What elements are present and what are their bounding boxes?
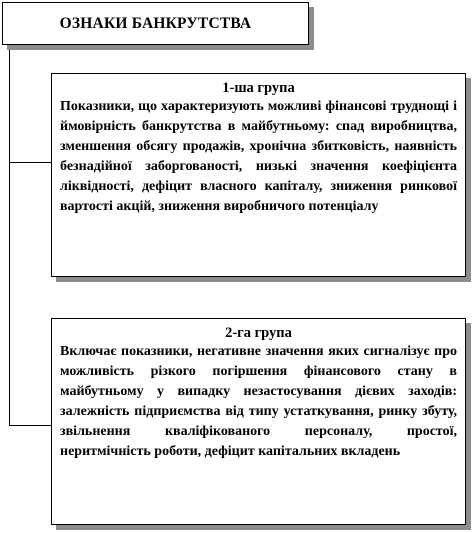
group-1-box	[51, 73, 466, 277]
branch-line-group-1	[9, 162, 51, 163]
branch-line-group-2	[9, 425, 51, 426]
trunk-line	[9, 45, 10, 425]
group-2-heading: 2-га група	[225, 325, 292, 341]
group-1-heading: 1-ша група	[222, 80, 295, 96]
group-1-text: Показники, що характеризують можливі фінансові труднощі і ймовірність банкрутства в майбутньому: спад виробництва, зменшення обсягу продажів, хронічна збитковість, наявність безнадійної заборгованості, низькі значення коефіцієнта ліквідності, дефіцит власного капіталу, зниження ринкової вартості акцій, зниження виробничого потенціалу	[60, 99, 457, 214]
group-2-text: Включає показники, негативне значення яких сигналізує про можливість різкого погіршення фінансового стану в майбутньому у випадку незастосування дієвих заходів: залежність підприємства від типу устаткування, ринку збуту, звільнення кваліфікованого персоналу, простої, неритмічність роботи, дефіцит капітальних вкладень	[60, 344, 457, 459]
diagram-title: ОЗНАКИ БАНКРУТСТВА	[59, 14, 252, 32]
group-2-box	[51, 318, 466, 525]
title-box	[2, 2, 309, 45]
